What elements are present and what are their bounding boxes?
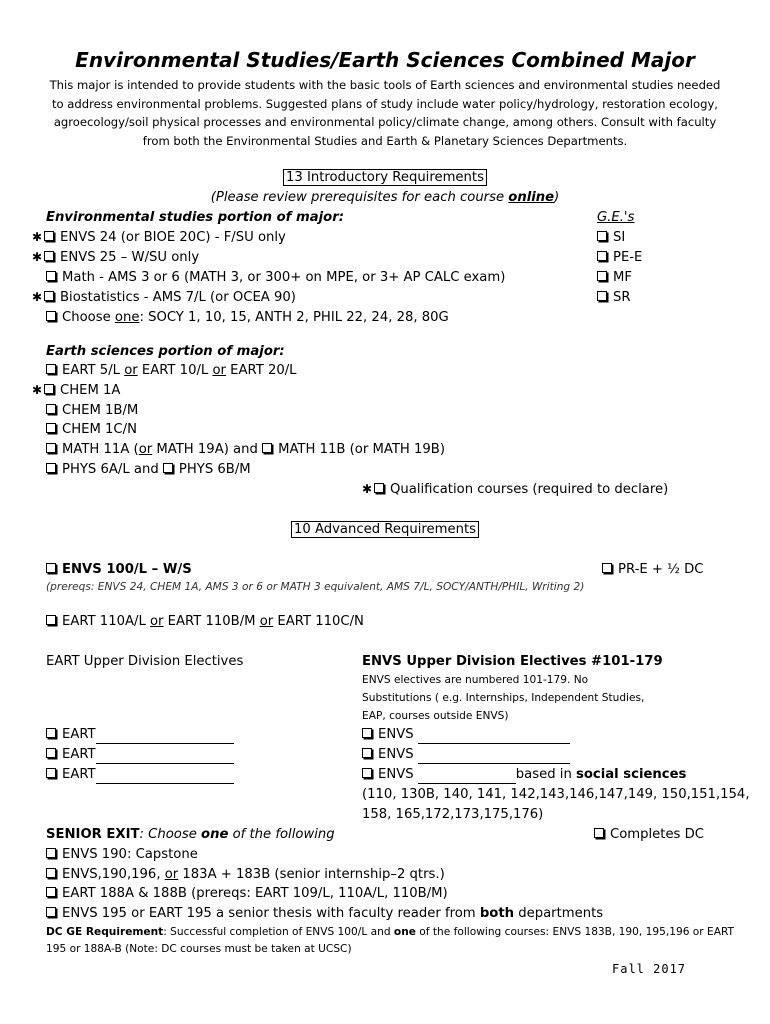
checkbox[interactable] bbox=[46, 271, 56, 281]
eart-elective-row: EART bbox=[46, 767, 234, 784]
qualification-legend: ✱ Qualification courses (required to declare) bbox=[362, 482, 669, 497]
senior-option: ENVS 195 or EART 195 a senior thesis with faculty reader from both departments bbox=[46, 906, 603, 921]
course-item: Math - AMS 3 or 6 (MATH 3, or 300+ on MPE, or 3+ AP CALC exam) bbox=[46, 270, 505, 285]
page-title: Environmental Studies/Earth Sciences Combined Major bbox=[75, 48, 695, 72]
checkbox bbox=[374, 483, 384, 493]
envs-elective-input[interactable] bbox=[418, 768, 516, 784]
ge-item: PR-E + ½ DC bbox=[602, 562, 703, 577]
dc-requirement-note: 195 or 188A-B (Note: DC courses must be taken at UCSC) bbox=[46, 943, 352, 955]
eart-elective-input[interactable] bbox=[96, 768, 234, 784]
course-item: ENVS 100/L – W/S bbox=[46, 562, 192, 577]
checkbox[interactable] bbox=[46, 423, 56, 433]
course-item: ✱ ENVS 25 – W/SU only bbox=[32, 250, 200, 265]
envs-electives-heading: ENVS Upper Division Electives #101-179 bbox=[362, 654, 663, 669]
envs-portion-heading: Environmental studies portion of major: bbox=[46, 210, 344, 225]
checkbox[interactable] bbox=[46, 748, 56, 758]
prereq-note: (Please review prerequisites for each course online) bbox=[210, 190, 560, 205]
qualification-star-icon: ✱ bbox=[32, 250, 43, 264]
checkbox[interactable] bbox=[46, 615, 56, 625]
course-item: EART 110A/L or EART 110B/M or EART 110C/N bbox=[46, 614, 364, 629]
intro-line: agroecology/soil physical processes and environmental policy/climate change, among others. Consult with faculty bbox=[53, 115, 717, 129]
checkbox[interactable] bbox=[44, 231, 54, 241]
footer-term: Fall 2017 bbox=[612, 962, 687, 976]
checkbox[interactable] bbox=[362, 728, 372, 738]
ge-item: MF bbox=[597, 270, 632, 285]
earth-portion-heading: Earth sciences portion of major: bbox=[46, 344, 285, 359]
checkbox[interactable] bbox=[44, 291, 54, 301]
envs-elective-row: ENVS bbox=[362, 727, 570, 744]
eart-elective-input[interactable] bbox=[96, 748, 234, 764]
checkbox[interactable] bbox=[46, 768, 56, 778]
course-item: ✱ ENVS 24 (or BIOE 20C) - F/SU only bbox=[32, 230, 286, 245]
qualification-star-icon: ✱ bbox=[32, 290, 43, 304]
checkbox[interactable] bbox=[44, 384, 54, 394]
checkbox[interactable] bbox=[602, 563, 612, 573]
checkbox[interactable] bbox=[44, 251, 54, 261]
eart-elective-input[interactable] bbox=[96, 728, 234, 744]
checkbox[interactable] bbox=[46, 563, 56, 573]
envs-electives-desc: ENVS electives are numbered 101-179. No bbox=[362, 674, 589, 686]
senior-option: ENVS 190: Capstone bbox=[46, 847, 198, 862]
course-item: ✱ CHEM 1A bbox=[32, 383, 121, 398]
qualification-star-icon: ✱ bbox=[362, 482, 373, 496]
checkbox[interactable] bbox=[46, 311, 56, 321]
completes-dc: Completes DC bbox=[594, 827, 704, 842]
envs-electives-desc: EAP, courses outside ENVS) bbox=[362, 710, 509, 722]
course-item: ✱ Biostatistics - AMS 7/L (or OCEA 90) bbox=[32, 290, 296, 305]
checkbox[interactable] bbox=[46, 848, 56, 858]
intro-line: This major is intended to provide students with the basic tools of Earth sciences and environmental studies needed bbox=[49, 78, 721, 92]
checkbox[interactable] bbox=[46, 868, 56, 878]
course-item: EART 5/L or EART 10/L or EART 20/L bbox=[46, 363, 297, 378]
ge-item: SR bbox=[597, 290, 631, 305]
checkbox[interactable] bbox=[597, 271, 607, 281]
checkbox[interactable] bbox=[46, 907, 56, 917]
checkbox[interactable] bbox=[46, 887, 56, 897]
checkbox[interactable] bbox=[262, 443, 272, 453]
eart-electives-heading: EART Upper Division Electives bbox=[46, 654, 244, 669]
course-item: CHEM 1C/N bbox=[46, 422, 137, 437]
prereq-text: (prereqs: ENVS 24, CHEM 1A, AMS 3 or 6 or MATH 3 equivalent, AMS 7/L, SOCY/ANTH/PHIL, Writing 2) bbox=[46, 581, 585, 593]
checkbox[interactable] bbox=[46, 463, 56, 473]
social-sciences-list: (110, 130B, 140, 141, 142,143,146,147,149, 150,151,154, bbox=[362, 787, 750, 802]
ge-item: SI bbox=[597, 230, 625, 245]
course-item: MATH 11A (or MATH 19A) and MATH 11B (or MATH 19B) bbox=[46, 442, 445, 457]
course-item: PHYS 6A/L and PHYS 6B/M bbox=[46, 462, 251, 477]
checkbox[interactable] bbox=[362, 748, 372, 758]
checkbox[interactable] bbox=[46, 728, 56, 738]
eart-elective-row: EART bbox=[46, 747, 234, 764]
eart-elective-row: EART bbox=[46, 727, 234, 744]
online-link[interactable]: online bbox=[508, 190, 555, 205]
checkbox[interactable] bbox=[46, 404, 56, 414]
checkbox[interactable] bbox=[597, 231, 607, 241]
checkbox[interactable] bbox=[597, 251, 607, 261]
checkbox[interactable] bbox=[46, 364, 56, 374]
intro-paragraph bbox=[40, 76, 730, 150]
intro-line: to address environmental problems. Suggested plans of study include water policy/hydrology, restoration ecology, bbox=[51, 96, 718, 111]
social-sciences-list: 158, 165,172,173,175,176) bbox=[362, 807, 544, 822]
qualification-star-icon: ✱ bbox=[32, 383, 43, 397]
senior-exit-heading: SENIOR EXIT: Choose one of the following bbox=[46, 827, 335, 842]
qualification-star-icon: ✱ bbox=[32, 230, 43, 244]
envs-elective-row: ENVS based in social sciences bbox=[362, 767, 686, 784]
ge-heading: G.E.'s bbox=[597, 210, 635, 225]
checkbox[interactable] bbox=[46, 443, 56, 453]
envs-electives-desc: Substitutions ( e.g. Internships, Independent Studies, bbox=[362, 692, 645, 704]
envs-elective-input[interactable] bbox=[418, 728, 570, 744]
intro-requirements-heading: 13 Introductory Requirements bbox=[283, 169, 487, 186]
ge-item: PE-E bbox=[597, 250, 642, 265]
senior-option: EART 188A & 188B (prereqs: EART 109/L, 110A/L, 110B/M) bbox=[46, 886, 448, 901]
envs-elective-row: ENVS bbox=[362, 747, 570, 764]
advanced-requirements-heading: 10 Advanced Requirements bbox=[291, 521, 479, 538]
checkbox[interactable] bbox=[597, 291, 607, 301]
course-item: Choose one: SOCY 1, 10, 15, ANTH 2, PHIL 22, 24, 28, 80G bbox=[46, 310, 449, 325]
checkbox[interactable] bbox=[362, 768, 372, 778]
senior-option: ENVS,190,196, or 183A + 183B (senior internship–2 qtrs.) bbox=[46, 867, 445, 882]
intro-line: from both the Environmental Studies and Earth & Planetary Sciences Departments. bbox=[142, 133, 628, 148]
checkbox[interactable] bbox=[163, 463, 173, 473]
course-item: CHEM 1B/M bbox=[46, 403, 138, 418]
checkbox[interactable] bbox=[594, 828, 604, 838]
envs-elective-input[interactable] bbox=[418, 748, 570, 764]
dc-requirement: DC GE Requirement: Successful completion of ENVS 100/L and one of the following courses: ENVS 183B, 190, 195,196 or EART bbox=[46, 926, 735, 938]
